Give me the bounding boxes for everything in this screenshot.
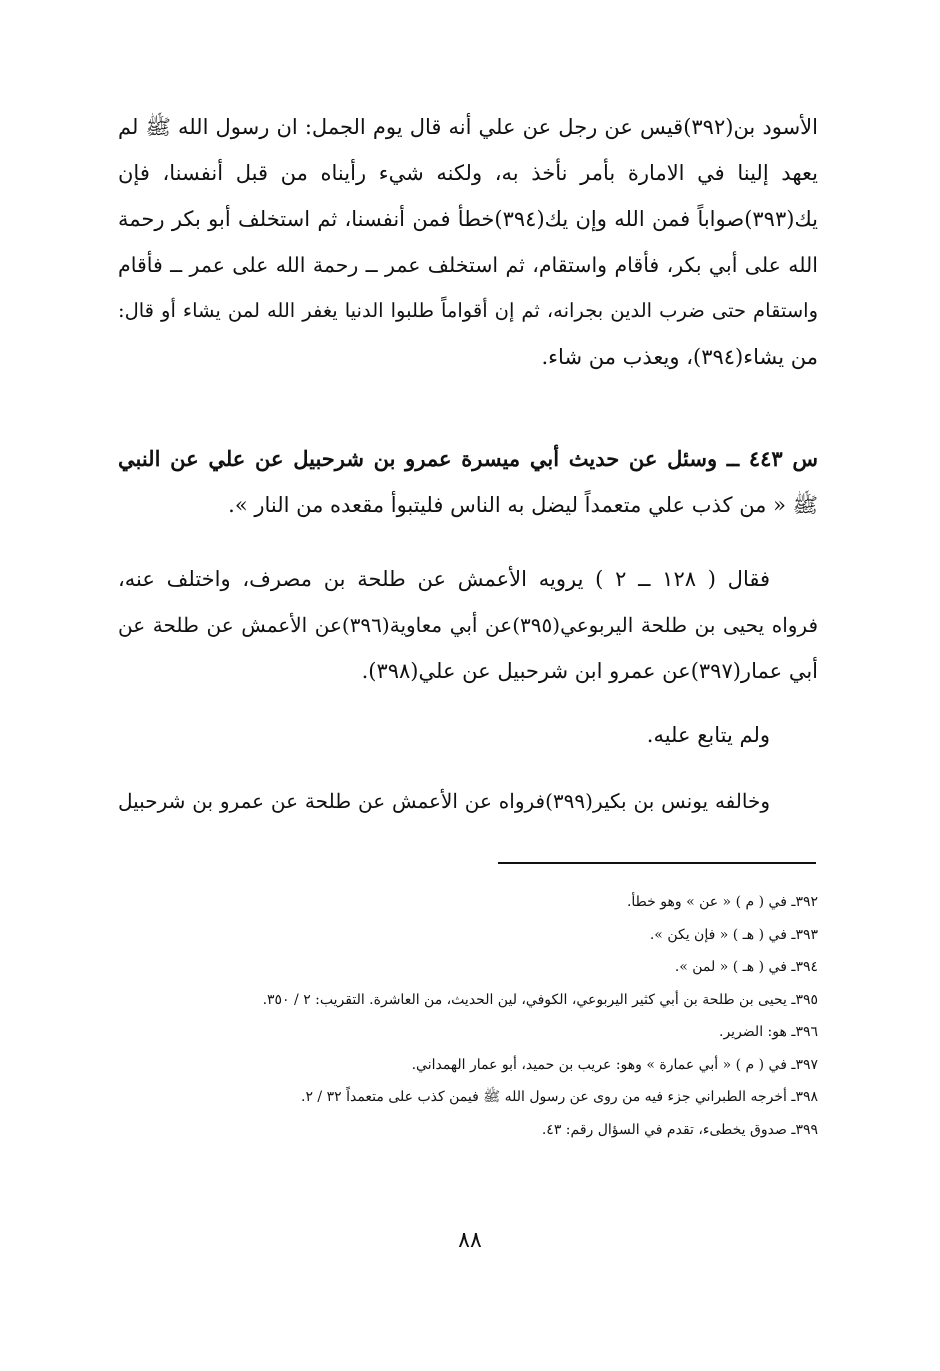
no-follow-paragraph xyxy=(118,712,818,758)
question-heading-line: س ٤٤٣ ــ وسئل عن حديث أبي ميسرة عمرو بن شرحبيل عن علي عن النبي xyxy=(118,446,818,471)
text-line: ولم يتابع عليه. xyxy=(646,723,770,747)
text-line: وخالفه يونس بن بكير(٣٩٩)فرواه عن الأعمش عن طلحة عن عمرو بن شرحبيل xyxy=(118,789,770,813)
footnote-396: ٣٩٦ـ هو: الضرير. xyxy=(719,1024,818,1040)
footnote-393: ٣٩٣ـ في ( هـ ) « فإن يكن ». xyxy=(649,926,818,943)
text-line: من يشاء(٣٩٤)، ويعذب من شاء. xyxy=(541,345,818,369)
footnote-397: ٣٩٧ـ في ( م ) « أبي عمارة » وهو: عريب بن حميد، أبو عمار الهمداني. xyxy=(411,1056,818,1073)
text-line: الله على أبي بكر، فأقام واستقام، ثم استخلف عمر ــ رحمة الله على عمر ــ فأقام xyxy=(118,253,818,277)
text-line: فرواه يحيى بن طلحة اليربوعي(٣٩٥)عن أبي معاوية(٣٩٦)عن الأعمش عن طلحة عن xyxy=(118,613,818,637)
text-line: يك(٣٩٣)صواباً فمن الله وإن يك(٣٩٤)خطأ فمن أنفسنا، ثم استخلف أبو بكر رحمة xyxy=(118,207,818,231)
text-line: أبي عمار(٣٩٧)عن عمرو ابن شرحبيل عن علي(٣٩٨). xyxy=(361,659,818,683)
text-line: ﷺ « من كذب علي متعمداً ليضل به الناس فليتبوأ مقعده من النار ». xyxy=(228,493,818,517)
text-line: واستقام حتى ضرب الدين بجرانه، ثم إن أقواماً طلبوا الدنيا يغفر الله لمن يشاء أو قال: xyxy=(118,299,818,322)
question-443 xyxy=(118,436,818,528)
text-line: فقال ( ١٢٨ ــ ٢ ) يرويه الأعمش عن طلحة بن مصرف، واختلف عنه، xyxy=(118,567,771,591)
text-line: الأسود بن(٣٩٢)قيس عن رجل عن علي أنه قال يوم الجمل: ان رسول الله ﷺ لم xyxy=(118,115,818,139)
footnote-399: ٣٩٩ـ صدوق يخطىء، تقدم في السؤال رقم: ٤٣. xyxy=(541,1121,818,1138)
page-number: ٨٨ xyxy=(458,1228,482,1253)
paragraph-aswad-narration xyxy=(118,104,818,380)
footnotes xyxy=(118,886,818,1146)
text-line: يعهد إلينا في الامارة بأمر نأخذ به، ولكنه شيء رأيناه من قبل أنفسنا، فإن xyxy=(118,161,818,185)
footnote-395: ٣٩٥ـ يحيى بن طلحة بن أبي كثير اليربوعي، الكوفي، لين الحديث، من العاشرة. التقريب: ٢ / ٣٥٠. xyxy=(262,991,818,1008)
footnote-392: ٣٩٢ـ في ( م ) « عن » وهو خطأ. xyxy=(626,894,818,910)
footnote-398: ٣٩٨ـ أخرجه الطبراني جزء فيه من روى عن رسول الله ﷺ فيمن كذب على متعمداً ٣٢ / ٢. xyxy=(300,1089,818,1105)
footnote-separator xyxy=(498,862,816,864)
answer-paragraph xyxy=(118,556,818,694)
contradiction-paragraph xyxy=(118,778,818,824)
footnote-394: ٣٩٤ـ في ( هـ ) « لمن ». xyxy=(674,959,818,975)
